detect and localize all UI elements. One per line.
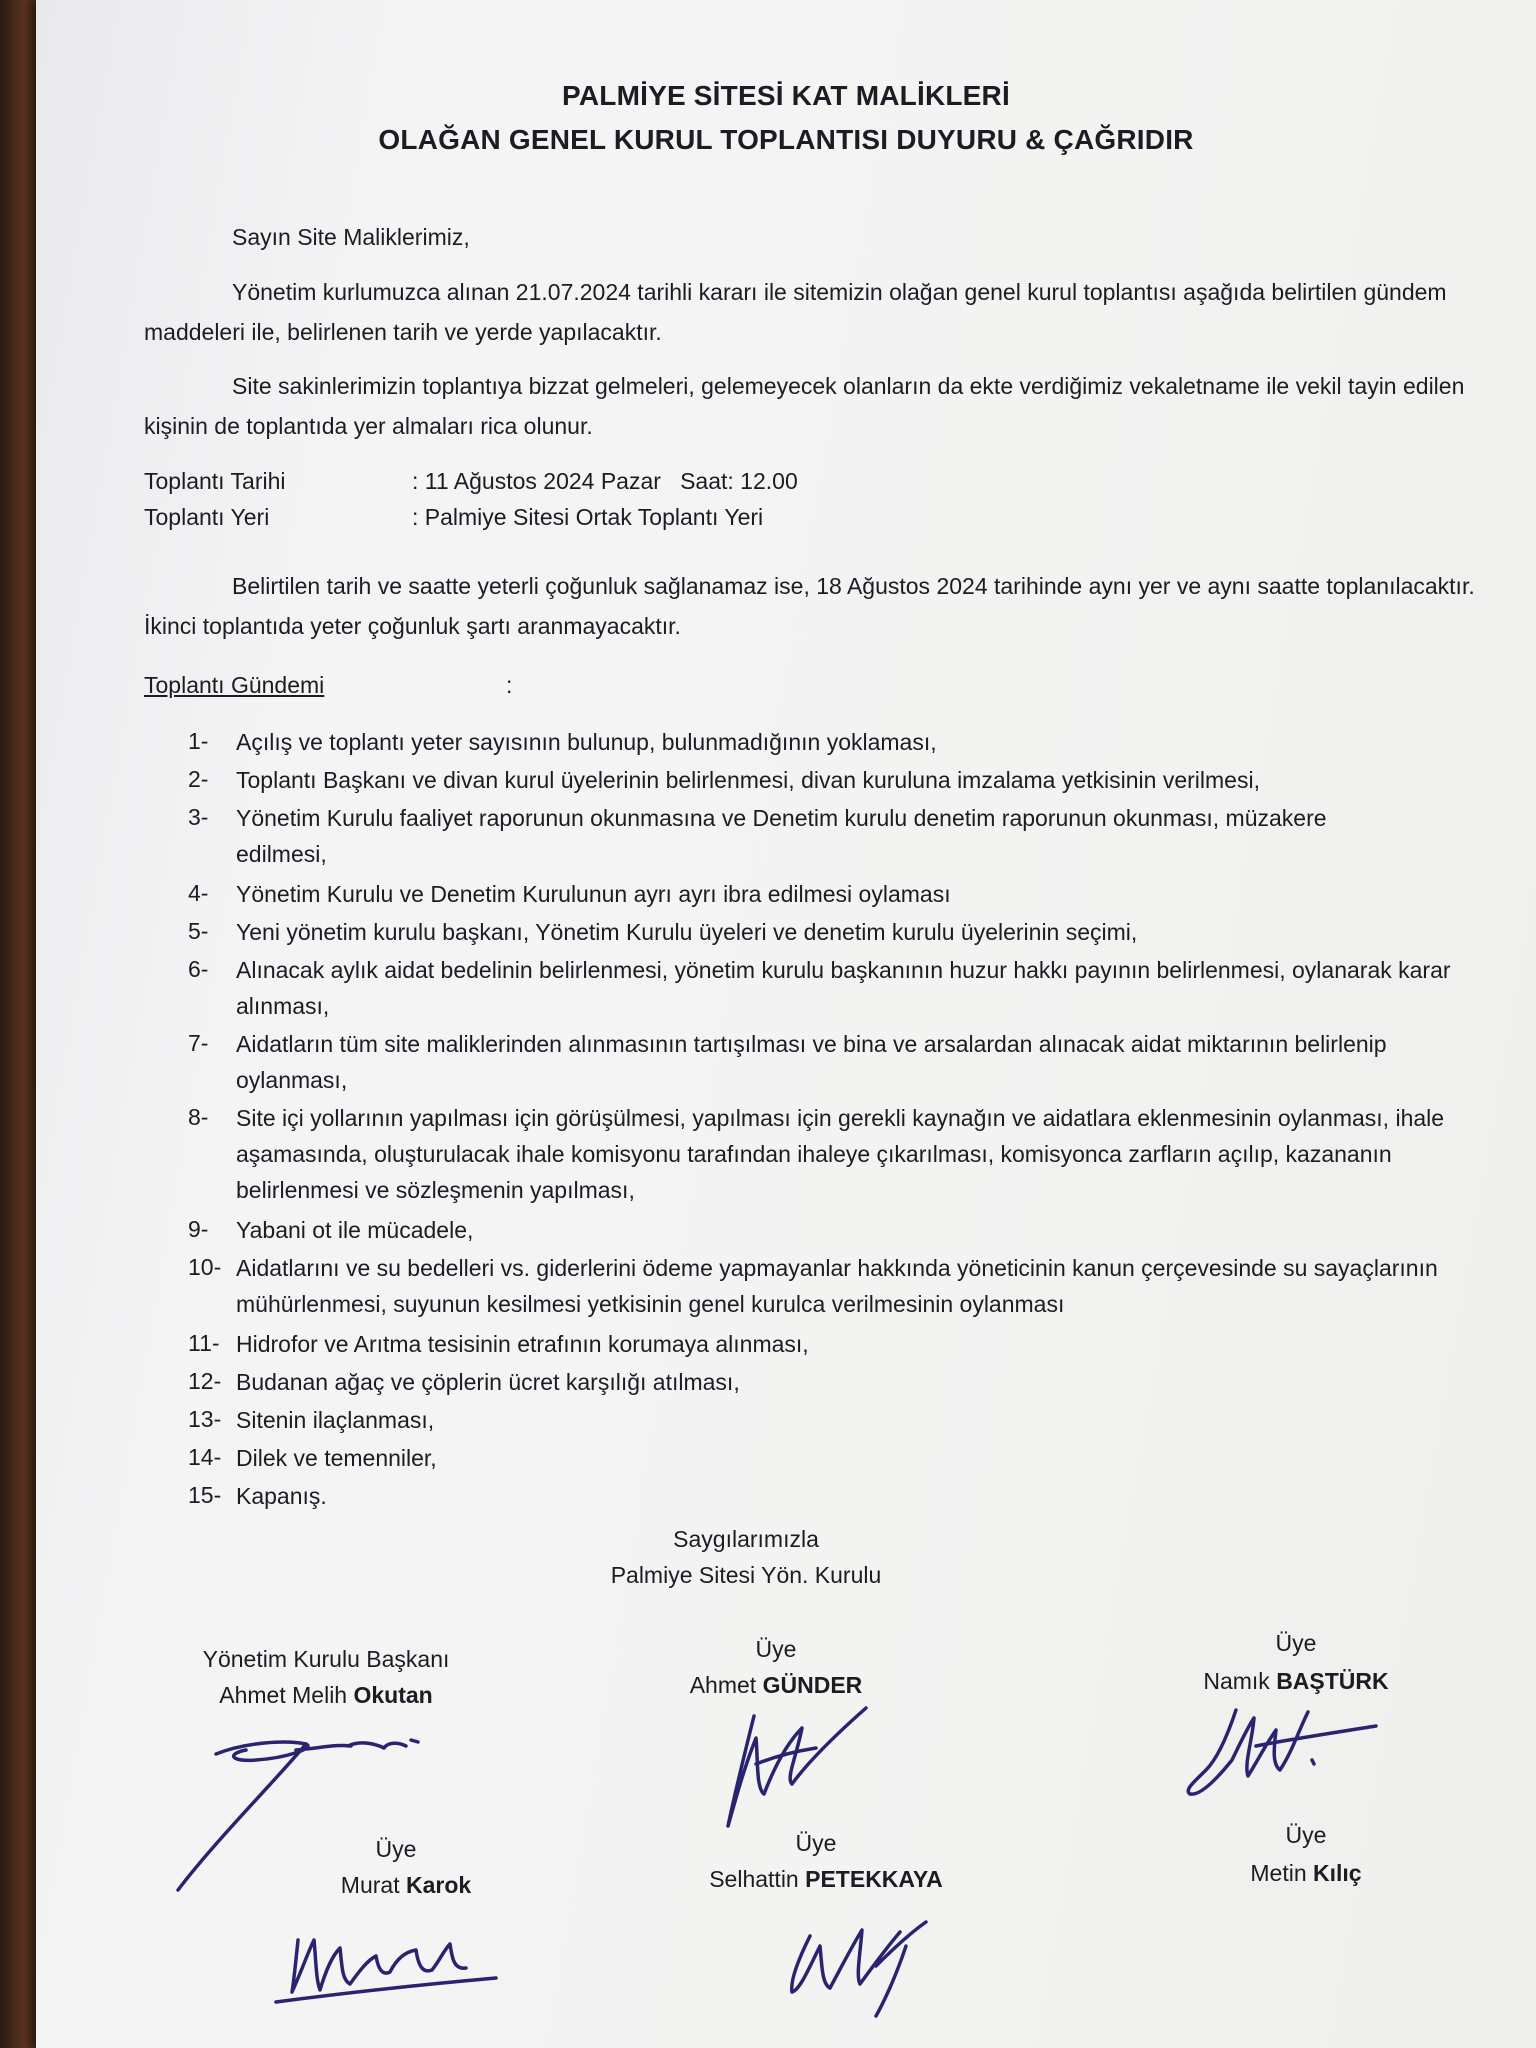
salutation: Sayın Site Maliklerimiz, xyxy=(232,224,470,250)
agenda-number: 7- xyxy=(188,1030,209,1056)
member3-role: Üye xyxy=(375,1836,417,1862)
member1-role: Üye xyxy=(755,1636,797,1662)
agenda-item-text: Kapanış. xyxy=(236,1483,327,1509)
agenda-number: 5- xyxy=(188,918,209,944)
agenda-item-text: Dilek ve temenniler, xyxy=(236,1445,437,1471)
agenda-number: 1- xyxy=(188,728,209,754)
agenda-item-text: Yönetim Kurulu faaliyet raporunun okunmasına ve Denetim kurulu denetim raporunun okunması, müzakere edilmesi, xyxy=(236,805,1327,867)
document-title-line2: OLAĞAN GENEL KURUL TOPLANTISI DUYURU & ÇAĞRIDIR xyxy=(378,124,1194,155)
agenda-number: 12- xyxy=(188,1368,222,1394)
agenda-number: 3- xyxy=(188,804,209,830)
agenda-number: 14- xyxy=(188,1444,222,1470)
meeting-place-value: : Palmiye Sitesi Ortak Toplantı Yeri xyxy=(412,504,764,530)
member2-last-name: BAŞTÜRK xyxy=(1276,1668,1389,1694)
agenda-item-text: Yeni yönetim kurulu başkanı, Yönetim Kurulu üyeleri ve denetim kurulu üyelerinin seçimi, xyxy=(236,919,1138,945)
member5-name xyxy=(1126,1860,1486,1887)
paragraph-decision: Yönetim kurlumuzca alınan 21.07.2024 tarihli kararı ile sitemizin olağan genel kurul toplantısı aşağıda belirtilen gündem maddeleri ile, belirlenen tarih ve yerde yapılacaktır. xyxy=(144,279,1447,345)
closing-board: Palmiye Sitesi Yön. Kurulu xyxy=(610,1562,882,1588)
member1-signature xyxy=(716,1698,916,1838)
member3-signature xyxy=(256,1910,516,2020)
agenda-item-text: Alınacak aylık aidat bedelinin belirlenmesi, yönetim kurulu başkanının huzur hakkı payının belirlenmesi, oylanarak karar alınması, xyxy=(236,957,1451,1019)
agenda-heading xyxy=(144,672,516,699)
agenda-item-text: Site içi yollarının yapılması için görüşülmesi, yapılması için gerekli kaynağın ve aidatlara eklenmesinin oylanması, ihale aşamasında, oluşturulacak ihale komisyonu tarafından ihaleye çıkarılması, komisyonca zarfların açılıp, kazananın belirlenmesi ve sözleşmenin yapılması, xyxy=(236,1105,1445,1203)
member2-first-name: Namık xyxy=(1203,1668,1277,1694)
meeting-date-label: Toplantı Tarihi xyxy=(144,468,286,494)
agenda-number: 9- xyxy=(188,1216,209,1242)
agenda-item-text: Aidatlarını ve su bedelleri vs. giderlerini ödeme yapmayanlar hakkında yöneticinin kanun çerçevesinde su sayaçlarının mühürlenmesi, suyunun kesilmesi yetkisinin genel kurulca verilmesinin oylanması xyxy=(236,1255,1438,1317)
meeting-date-value: : 11 Ağustos 2024 Pazar Saat: 12.00 xyxy=(412,468,798,494)
member3-name xyxy=(236,1872,576,1899)
member4-last-name: PETEKKAYA xyxy=(805,1866,943,1892)
agenda-item-text: Yönetim Kurulu ve Denetim Kurulunun ayrı ayrı ibra edilmesi oylaması xyxy=(236,881,951,907)
document-title-line1: PALMİYE SİTESİ KAT MALİKLERİ xyxy=(562,80,1010,111)
paragraph-attendance: Site sakinlerimizin toplantıya bizzat gelmeleri, gelemeyecek olanların da ekte verdiğimiz vekaletname ile vekil tayin edilen kişinin de toplantıda yer almaları rica olunur. xyxy=(144,373,1465,439)
member4-first-name: Selhattin xyxy=(709,1866,806,1892)
agenda-item-text: Aidatların tüm site maliklerinden alınmasının tartışılması ve bina ve arsalardan alınacak aidat miktarının belirlenip oylanması, xyxy=(236,1031,1387,1093)
agenda-item-text: Toplantı Başkanı ve divan kurul üyelerinin belirlenmesi, divan kuruluna imzalama yetkisinin verilmesi, xyxy=(236,767,1260,793)
chair-first-name: Ahmet Melih xyxy=(219,1682,354,1708)
member4-name xyxy=(636,1866,1016,1893)
table-surface xyxy=(0,0,40,2048)
agenda-heading-text: Toplantı Gündemi xyxy=(144,672,325,698)
member1-first-name: Ahmet xyxy=(689,1672,763,1698)
agenda-number: 15- xyxy=(188,1482,222,1508)
agenda-number: 13- xyxy=(188,1406,222,1432)
member3-first-name: Murat xyxy=(340,1872,406,1898)
member4-signature xyxy=(776,1906,976,2026)
agenda-number: 10- xyxy=(188,1254,222,1280)
member1-name xyxy=(596,1672,956,1699)
agenda-number: 8- xyxy=(188,1104,209,1130)
member3-last-name: Karok xyxy=(405,1872,472,1898)
agenda-item-text: Budanan ağaç ve çöplerin ücret karşılığı atılması, xyxy=(236,1369,740,1395)
agenda-number: 6- xyxy=(188,956,209,982)
member5-first-name: Metin xyxy=(1250,1860,1314,1886)
member2-signature xyxy=(1176,1690,1386,1820)
member1-last-name: GÜNDER xyxy=(762,1672,863,1698)
member5-role: Üye xyxy=(1285,1822,1327,1848)
agenda-heading-colon: : xyxy=(506,672,513,698)
member2-role: Üye xyxy=(1275,1630,1317,1656)
agenda-number: 4- xyxy=(188,880,209,906)
chair-last-name: Okutan xyxy=(353,1682,433,1708)
agenda-item-text: Hidrofor ve Arıtma tesisinin etrafının korumaya alınması, xyxy=(236,1331,809,1357)
member5-last-name: Kılıç xyxy=(1313,1860,1362,1886)
chair-role: Yönetim Kurulu Başkanı xyxy=(202,1646,450,1672)
meeting-place-label: Toplantı Yeri xyxy=(144,504,270,530)
chair-name xyxy=(116,1682,536,1709)
paragraph-quorum: Belirtilen tarih ve saatte yeterli çoğunluk sağlanamaz ise, 18 Ağustos 2024 tarihinde aynı yer ve aynı saatte toplanılacaktır. İkinci toplantıda yeter çoğunluk şartı aranmayacaktır. xyxy=(144,573,1475,639)
document-page xyxy=(36,0,1536,2048)
closing-regards: Saygılarımızla xyxy=(673,1526,819,1552)
member4-role: Üye xyxy=(795,1830,837,1856)
agenda-item-text: Yabani ot ile mücadele, xyxy=(236,1217,474,1243)
agenda-number: 2- xyxy=(188,766,209,792)
agenda-item-text: Sitenin ilaçlanması, xyxy=(236,1407,435,1433)
agenda-item-text: Açılış ve toplantı yeter sayısının bulunup, bulunmadığının yoklaması, xyxy=(236,729,937,755)
agenda-number: 11- xyxy=(188,1330,220,1356)
